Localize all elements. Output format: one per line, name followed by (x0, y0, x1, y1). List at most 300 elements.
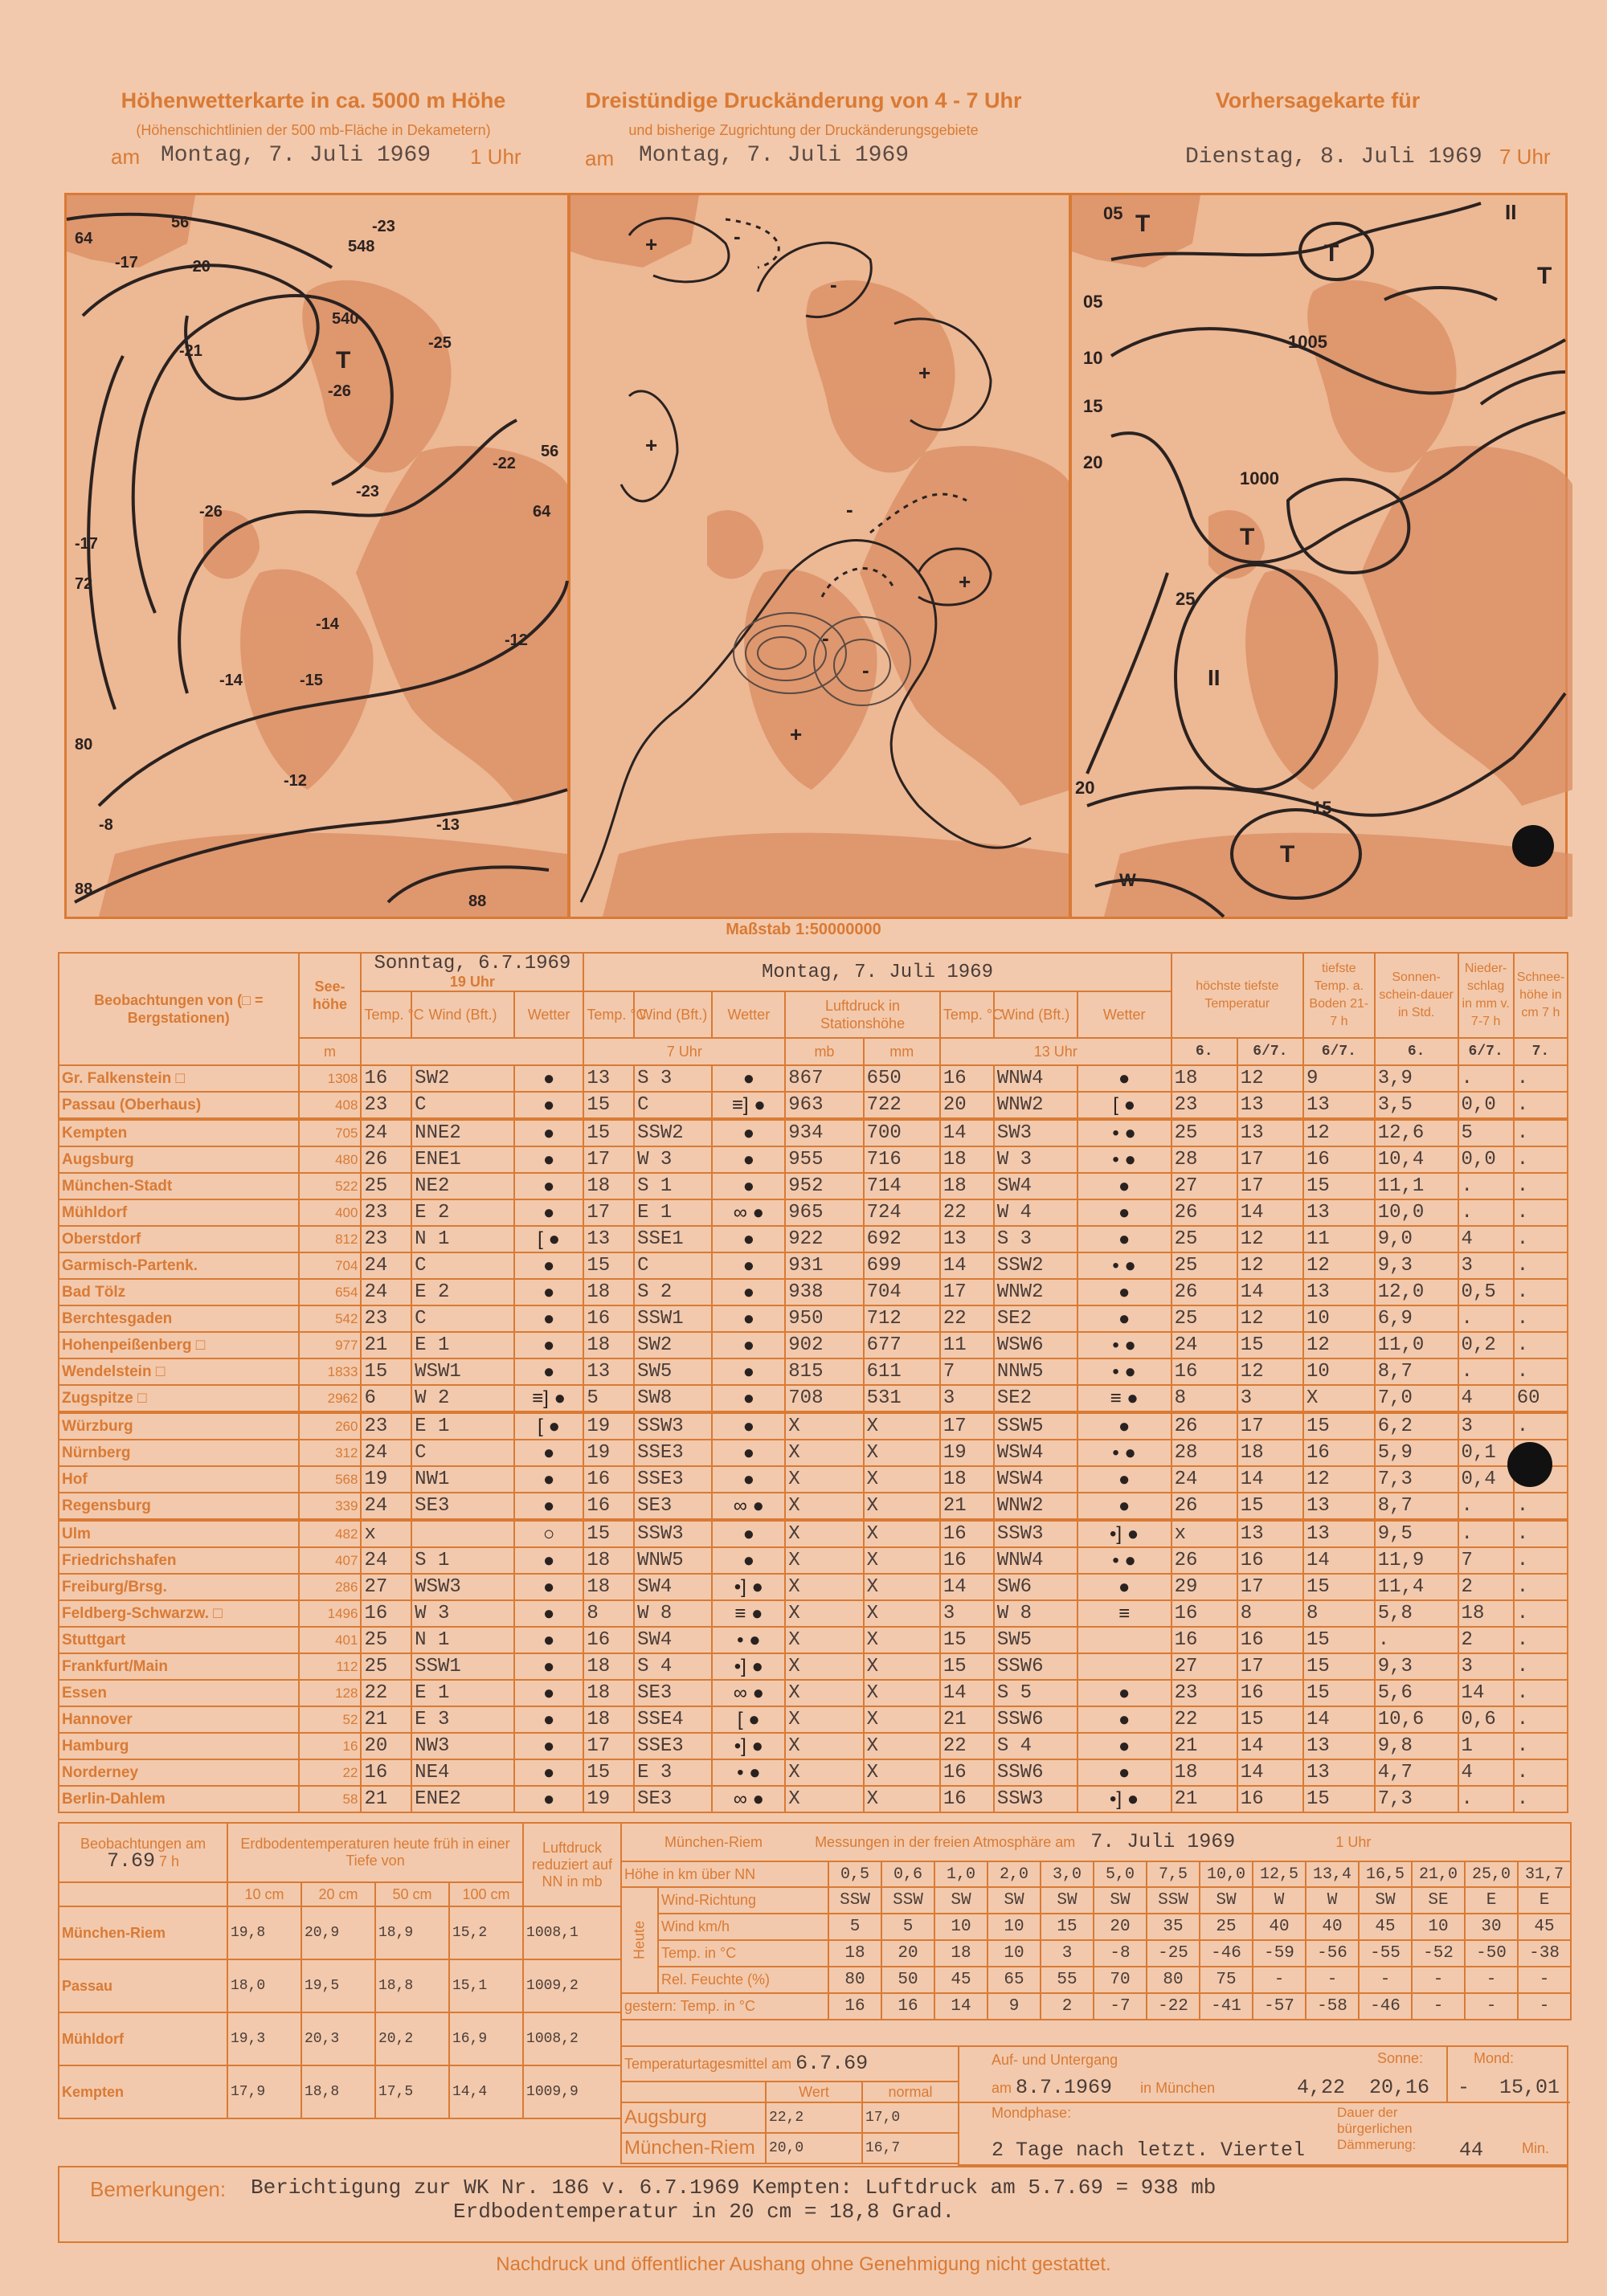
mb-header: mb (785, 1038, 863, 1065)
sunshine: 11,1 (1375, 1173, 1458, 1199)
gestern-value: - (1412, 1993, 1465, 2020)
date-col-1: 6. (1172, 1038, 1237, 1065)
aerology-value: E (1518, 1887, 1571, 1914)
aerology-value: SW (1200, 1887, 1253, 1914)
temp-13: 16 (940, 1547, 994, 1574)
ground-min-temp: 8 (1303, 1600, 1375, 1627)
precipitation: 18 (1458, 1600, 1514, 1627)
sunshine: 11,0 (1375, 1332, 1458, 1358)
aerology-time: 1 Uhr (1335, 1834, 1372, 1850)
weather-13: • ● (1077, 1440, 1172, 1466)
ground-min-temp: 13 (1303, 1279, 1375, 1305)
weather-19: ○ (514, 1520, 584, 1547)
wetter-13-header: Wetter (1077, 991, 1172, 1038)
height-value: 0,6 (881, 1861, 934, 1887)
station-elevation: 480 (299, 1146, 362, 1173)
table-row (59, 1493, 1568, 1520)
min-temp: 15 (1237, 1493, 1303, 1520)
table-row (59, 1520, 1568, 1547)
aerology-value: SSW (1147, 1887, 1200, 1914)
table-row (59, 1065, 1568, 1092)
table-row (59, 1466, 1568, 1493)
table-row (59, 1173, 1568, 1199)
wind-7: SSE3 (634, 1466, 712, 1493)
station-name: Regensburg (59, 1493, 299, 1520)
temp-13: 3 (940, 1385, 994, 1412)
min-temp: 13 (1237, 1119, 1303, 1146)
left-map-label: -14 (316, 615, 339, 633)
weather-7: ● (712, 1412, 785, 1440)
weather-7: ● (712, 1440, 785, 1466)
snow-depth: . (1514, 1252, 1568, 1279)
precipitation: 0,4 (1458, 1466, 1514, 1493)
table-row (621, 1940, 1571, 1967)
temp-19: 21 (361, 1332, 411, 1358)
aerology-value: -59 (1253, 1940, 1306, 1967)
svg-text:+: + (959, 570, 971, 594)
pressure-mb: X (785, 1733, 863, 1759)
station-elevation: 52 (299, 1706, 362, 1733)
wind-7: SSW2 (634, 1119, 712, 1146)
weather-7: •] ● (712, 1733, 785, 1759)
ground-min-temp: 14 (1303, 1547, 1375, 1574)
station-elevation: 22 (299, 1759, 362, 1786)
temp-7: 13 (583, 1065, 634, 1092)
wind-13: SSW6 (994, 1653, 1077, 1680)
temp-19: 16 (361, 1600, 411, 1627)
station-elevation: 1308 (299, 1065, 362, 1092)
temp-19: 25 (361, 1173, 411, 1199)
left-map-label: -23 (372, 218, 395, 235)
temp-19: 22 (361, 1680, 411, 1706)
weather-19: ● (514, 1252, 584, 1279)
weather-13: [ ● (1077, 1092, 1172, 1119)
temp-19: 23 (361, 1412, 411, 1440)
temp-19: 23 (361, 1092, 411, 1119)
snow-depth: . (1514, 1733, 1568, 1759)
table-row (59, 1092, 1568, 1119)
weather-19: ● (514, 1440, 584, 1466)
right-map-label: T (1537, 263, 1552, 289)
precipitation: 3 (1458, 1653, 1514, 1680)
precipitation: 0,0 (1458, 1146, 1514, 1173)
pressure-mb: 708 (785, 1385, 863, 1412)
daily-mean-body (621, 2102, 959, 2163)
right-map-label: T (1135, 210, 1151, 237)
temp-13: 14 (940, 1574, 994, 1600)
max-temp: 16 (1172, 1600, 1237, 1627)
wind-19: S 1 (411, 1547, 514, 1574)
left-map-label: 88 (468, 893, 487, 910)
svg-text:-: - (862, 658, 869, 682)
station-elevation: 1496 (299, 1600, 362, 1627)
station-elevation: 2962 (299, 1385, 362, 1412)
aerology-value: 35 (1147, 1914, 1200, 1940)
station-name: Nürnberg (59, 1440, 299, 1466)
left-map-subtitle: (Höhenschichtlinien der 500 mb-Fläche in Dekametern) (136, 122, 491, 138)
center-map-am: am (585, 146, 615, 170)
min-temp: 17 (1237, 1173, 1303, 1199)
aerology-value: 75 (1200, 1967, 1253, 1993)
left-map-label: -15 (300, 672, 323, 689)
left-map-label: -12 (505, 631, 528, 649)
temp-7: 15 (583, 1252, 634, 1279)
soil-pressure: 1009,9 (523, 2065, 621, 2118)
right-map-date: Dienstag, 8. Juli 1969 (1185, 145, 1482, 170)
station-name: Würzburg (59, 1412, 299, 1440)
weather-19: ● (514, 1653, 584, 1680)
sunshine: 3,5 (1375, 1092, 1458, 1119)
wind-13: SSW6 (994, 1759, 1077, 1786)
station-name: Bad Tölz (59, 1279, 299, 1305)
ground-min-temp: 15 (1303, 1627, 1375, 1653)
daily-mean-wert: Wert (766, 2082, 862, 2102)
pressure-mm: X (864, 1733, 940, 1759)
wind-13: WNW2 (994, 1493, 1077, 1520)
wind-7: C (634, 1092, 712, 1119)
precipitation: 3 (1458, 1252, 1514, 1279)
soil-obs-date: 7.69 (106, 1849, 155, 1873)
station-name: Stuttgart (59, 1627, 299, 1653)
left-map-label: 56 (541, 443, 559, 460)
weather-13: • ● (1077, 1547, 1172, 1574)
center-map-title: Dreistündige Druckänderung von 4 - 7 Uhr (585, 88, 1022, 112)
snow-depth: . (1514, 1520, 1568, 1547)
pressure-mb: 931 (785, 1252, 863, 1279)
wind-7: E 1 (634, 1199, 712, 1226)
min-temp: 12 (1237, 1065, 1303, 1092)
daily-mean-normal-value: 16,7 (862, 2133, 959, 2163)
ground-min-temp: 15 (1303, 1786, 1375, 1812)
precipitation: 1 (1458, 1733, 1514, 1759)
depth-10: 10 cm (227, 1882, 301, 1906)
aerology-value: 10 (988, 1940, 1041, 1967)
station-name: Passau (Oberhaus) (59, 1092, 299, 1119)
soil-value: 20,3 (301, 2012, 375, 2065)
max-temp: 22 (1172, 1706, 1237, 1733)
aerology-value: SE (1412, 1887, 1465, 1914)
table-row (621, 1914, 1571, 1940)
aerology-value: W (1253, 1887, 1306, 1914)
precipitation: 0,6 (1458, 1706, 1514, 1733)
snow-depth: . (1514, 1332, 1568, 1358)
table-row (621, 1993, 1571, 2020)
temp-13: 15 (940, 1627, 994, 1653)
max-temp: 26 (1172, 1547, 1237, 1574)
sunshine: 5,8 (1375, 1600, 1458, 1627)
temp-19: 6 (361, 1385, 411, 1412)
temp-19: 16 (361, 1759, 411, 1786)
left-map-title: Höhenwetterkarte in ca. 5000 m Höhe (121, 88, 506, 112)
soil-value: 18,8 (301, 2065, 375, 2118)
ground-min-temp: 12 (1303, 1466, 1375, 1493)
weather-19: ● (514, 1733, 584, 1759)
wind-19: E 2 (411, 1279, 514, 1305)
left-map-date: Montag, 7. Juli 1969 (161, 143, 431, 168)
wind-13: SSW6 (994, 1706, 1077, 1733)
soil-value: 20,2 (375, 2012, 449, 2065)
snow-depth: . (1514, 1627, 1568, 1653)
weather-13: ● (1077, 1279, 1172, 1305)
height-value: 10,0 (1200, 1861, 1253, 1887)
weather-13: ● (1077, 1226, 1172, 1252)
weather-13: ● (1077, 1412, 1172, 1440)
wind-7: W 3 (634, 1146, 712, 1173)
max-temp: 23 (1172, 1680, 1237, 1706)
gestern-value: 2 (1041, 1993, 1094, 2020)
center-map-date: Montag, 7. Juli 1969 (639, 143, 910, 168)
wind-7-header: Wind (Bft.) (634, 991, 712, 1038)
temp-7: 15 (583, 1520, 634, 1547)
soil-value: 16,9 (449, 2012, 523, 2065)
table-row (621, 2102, 959, 2133)
ground-min-temp: 9 (1303, 1065, 1375, 1092)
station-elevation: 408 (299, 1092, 362, 1119)
aerology-value: 3 (1041, 1940, 1094, 1967)
wind-13: W 4 (994, 1199, 1077, 1226)
temp-19: 24 (361, 1493, 411, 1520)
station-elevation: 400 (299, 1199, 362, 1226)
aerology-value: -8 (1094, 1940, 1147, 1967)
station-name: Augsburg (59, 1146, 299, 1173)
wind-13: SSW5 (994, 1412, 1077, 1440)
ground-min-temp: 15 (1303, 1680, 1375, 1706)
daily-mean-title: Temperaturtagesmittel am (624, 2056, 792, 2072)
min-temp: 15 (1237, 1706, 1303, 1733)
right-map-label: T (1324, 240, 1339, 267)
gestern-value: -22 (1147, 1993, 1200, 2020)
sunshine: 11,4 (1375, 1574, 1458, 1600)
temp-13: 19 (940, 1440, 994, 1466)
pressure-mb: X (785, 1706, 863, 1733)
min-temp: 17 (1237, 1653, 1303, 1680)
map-scale: Maßstab 1:50000000 (726, 921, 881, 938)
observations-body (59, 1065, 1568, 1812)
wind-7: SSW3 (634, 1520, 712, 1547)
mm-header: mm (864, 1038, 940, 1065)
pressure-mb: X (785, 1600, 863, 1627)
wind-7: SE3 (634, 1493, 712, 1520)
daily-mean-date: 6.7.69 (795, 2052, 869, 2075)
station-name: Kempten (59, 1119, 299, 1146)
left-map-label: -22 (493, 455, 516, 472)
station-name: Hannover (59, 1706, 299, 1733)
temp-7: 18 (583, 1173, 634, 1199)
weather-7: ● (712, 1119, 785, 1146)
soil-value: 14,4 (449, 2065, 523, 2118)
depth-20: 20 cm (301, 1882, 375, 1906)
sunshine: 5,6 (1375, 1680, 1458, 1706)
aerology-value: 18 (934, 1940, 988, 1967)
weather-13: •] ● (1077, 1786, 1172, 1812)
aerology-value: 5 (881, 1914, 934, 1940)
snow-depth: . (1514, 1092, 1568, 1119)
snow-depth: . (1514, 1358, 1568, 1385)
temp-7: 15 (583, 1759, 634, 1786)
weather-7: ● (712, 1547, 785, 1574)
table-row (59, 1440, 1568, 1466)
wind-7: S 4 (634, 1653, 712, 1680)
min-temp: 12 (1237, 1226, 1303, 1252)
left-map-label: -23 (356, 483, 379, 500)
pressure-mb: 867 (785, 1065, 863, 1092)
pressure-mb: X (785, 1520, 863, 1547)
station-name: Hamburg (59, 1733, 299, 1759)
remarks-line-2: Erdbodentemperatur in 20 cm = 18,8 Grad. (453, 2200, 955, 2224)
weather-19: ● (514, 1332, 584, 1358)
left-map-label: 540 (332, 310, 359, 328)
wind-19: E 1 (411, 1412, 514, 1440)
temp-7: 18 (583, 1279, 634, 1305)
snow-depth: . (1514, 1574, 1568, 1600)
temp-19: 24 (361, 1252, 411, 1279)
station-name: Zugspitze □ (59, 1385, 299, 1412)
aerology-value: 45 (1359, 1914, 1412, 1940)
pressure-mb: 963 (785, 1092, 863, 1119)
daily-mean-value: 20,0 (766, 2133, 862, 2163)
max-temp: 16 (1172, 1627, 1237, 1653)
aerology-value: 18 (828, 1940, 881, 1967)
svg-text:-: - (734, 224, 741, 248)
weather-7: ≡] ● (712, 1092, 785, 1119)
wind-13: SW6 (994, 1574, 1077, 1600)
temp-19: 27 (361, 1574, 411, 1600)
snow-header: Schnee-höhe in cm 7 h (1514, 953, 1568, 1038)
wind-13: WNW2 (994, 1092, 1077, 1119)
weather-7: [ ● (712, 1706, 785, 1733)
weather-19: ● (514, 1574, 584, 1600)
right-map-label: 20 (1083, 452, 1103, 472)
gestern-value: -46 (1359, 1993, 1412, 2020)
height-value: 0,5 (828, 1861, 881, 1887)
precipitation: 2 (1458, 1574, 1514, 1600)
sunshine: 7,3 (1375, 1466, 1458, 1493)
weather-13: ● (1077, 1065, 1172, 1092)
min-temp: 12 (1237, 1252, 1303, 1279)
sunshine: 8,7 (1375, 1358, 1458, 1385)
wind-13: S 4 (994, 1733, 1077, 1759)
precipitation: 0,1 (1458, 1440, 1514, 1466)
max-temp: 8 (1172, 1385, 1237, 1412)
wind-13-header: Wind (Bft.) (994, 991, 1077, 1038)
sunshine: 6,9 (1375, 1305, 1458, 1332)
wind-7: S 2 (634, 1279, 712, 1305)
sunshine: 3,9 (1375, 1065, 1458, 1092)
stations-header: Beobachtungen von (□ = Bergstationen) (59, 953, 299, 1065)
min-temp: 14 (1237, 1733, 1303, 1759)
temp-13: 17 (940, 1412, 994, 1440)
snow-depth: . (1514, 1786, 1568, 1812)
weather-13: ● (1077, 1706, 1172, 1733)
station-name: Friedrichshafen (59, 1547, 299, 1574)
station-elevation: 128 (299, 1680, 362, 1706)
aerology-row-label: Wind km/h (658, 1914, 828, 1940)
station-elevation: 339 (299, 1493, 362, 1520)
sunshine: 6,2 (1375, 1412, 1458, 1440)
wind-7: SE3 (634, 1680, 712, 1706)
precipitation: 0,5 (1458, 1279, 1514, 1305)
right-map-label: W (1119, 870, 1136, 890)
station-elevation: 568 (299, 1466, 362, 1493)
weather-7: ● (712, 1173, 785, 1199)
min-temp: 12 (1237, 1358, 1303, 1385)
weather-13 (1077, 1627, 1172, 1653)
aerology-value: -52 (1412, 1940, 1465, 1967)
max-temp: 23 (1172, 1092, 1237, 1119)
gestern-value: -57 (1253, 1993, 1306, 2020)
table-row (59, 2012, 621, 2065)
svg-text:+: + (645, 433, 658, 457)
weather-7: • ● (712, 1759, 785, 1786)
temp-13: 16 (940, 1786, 994, 1812)
weather-maps-svg (67, 195, 1565, 917)
depth-50: 50 cm (375, 1882, 449, 1906)
aerology-value: SW (988, 1887, 1041, 1914)
weather-13: ● (1077, 1305, 1172, 1332)
aerology-row-label: Wind-Richtung (658, 1887, 828, 1914)
wind-7: E 3 (634, 1759, 712, 1786)
wind-7: SW4 (634, 1627, 712, 1653)
pressure-mm: X (864, 1706, 940, 1733)
pressure-mm: 699 (864, 1252, 940, 1279)
gestern-value: -41 (1200, 1993, 1253, 2020)
left-map-label: -26 (199, 503, 223, 521)
ground-min-temp: 11 (1303, 1226, 1375, 1252)
wind-7: S 1 (634, 1173, 712, 1199)
sunshine: 10,6 (1375, 1706, 1458, 1733)
m-header: m (299, 1038, 362, 1065)
wind-19: SW2 (411, 1065, 514, 1092)
station-elevation: 312 (299, 1440, 362, 1466)
weather-7: ● (712, 1252, 785, 1279)
pressure-mb: X (785, 1627, 863, 1653)
weather-19: ● (514, 1786, 584, 1812)
min-temp: 13 (1237, 1520, 1303, 1547)
moon-label: Mond: (1474, 2050, 1515, 2066)
soil-value: 19,3 (227, 2012, 301, 2065)
max-temp: 25 (1172, 1119, 1237, 1146)
table-row (59, 1733, 1568, 1759)
max-temp: x (1172, 1520, 1237, 1547)
temp-19: 21 (361, 1706, 411, 1733)
sunrise: 4,22 (1297, 2076, 1346, 2099)
precipitation: 4 (1458, 1759, 1514, 1786)
aerology-value: -46 (1200, 1940, 1253, 1967)
right-map-label: 15 (1083, 396, 1103, 416)
wind-7: SW8 (634, 1385, 712, 1412)
heute-label: Heute (621, 1887, 658, 1993)
table-row (59, 1627, 1568, 1653)
wind-13: NNW5 (994, 1358, 1077, 1385)
temp-13: 16 (940, 1065, 994, 1092)
wind-19: WSW3 (411, 1574, 514, 1600)
remarks-box (58, 2166, 1568, 2243)
height-value: 2,0 (988, 1861, 1041, 1887)
weather-13: ● (1077, 1493, 1172, 1520)
wind-19: ENE2 (411, 1786, 514, 1812)
aerology-value: - (1518, 1967, 1571, 1993)
station-name: Frankfurt/Main (59, 1653, 299, 1680)
sunset: 20,16 (1369, 2076, 1430, 2099)
wind-13: W 3 (994, 1146, 1077, 1173)
left-map-label: -26 (328, 382, 351, 400)
max-temp: 18 (1172, 1759, 1237, 1786)
precipitation: 0,0 (1458, 1092, 1514, 1119)
remarks-line-1: Berichtigung zur WK Nr. 186 v. 6.7.1969 Kempten: Luftdruck am 5.7.69 = 938 mb (251, 2175, 1216, 2200)
pressure-mb: 952 (785, 1173, 863, 1199)
wind-19-header: Wind (Bft.) (411, 991, 514, 1038)
precipitation: 5 (1458, 1119, 1514, 1146)
